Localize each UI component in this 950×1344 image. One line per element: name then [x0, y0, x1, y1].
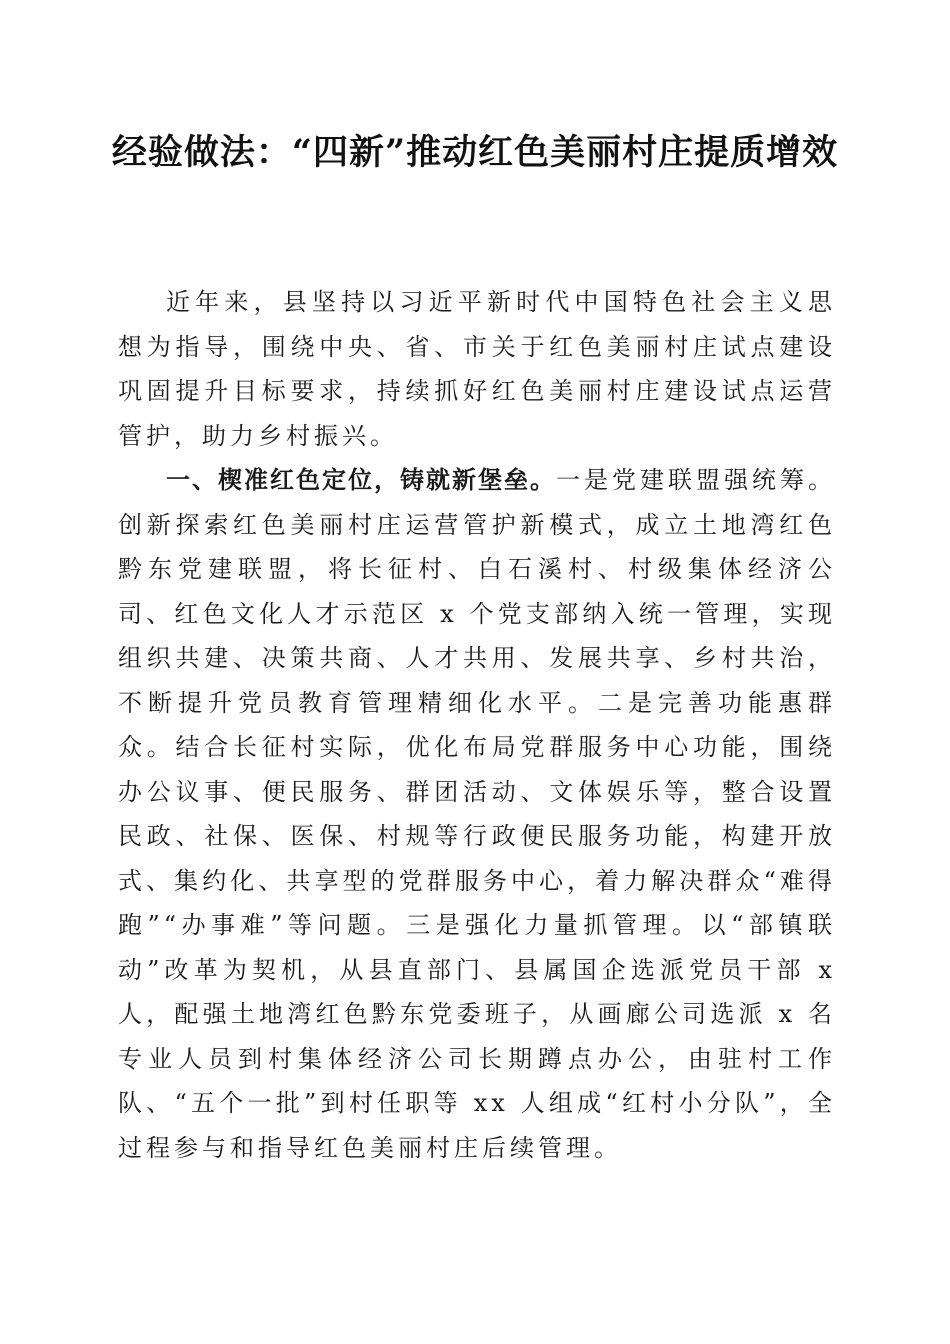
section-one-heading: 一、楔准红色定位，铸就新堡垒。 [166, 466, 556, 494]
section-one-paragraph [118, 458, 836, 1170]
section-one-text: 一是党建联盟强统筹。创新探索红色美丽村庄运营管护新模式，成立土地湾红色黔东党建联盟，将长征村、白石溪村、村级集体经济公司、红色文化人才示范区 x 个党支部纳入统一管理，实现组织共建、决策共商、人才共用、发展共享、乡村共治，不断提升党员教育管理精细化水平。二是完善功能惠群众。结合长征村实际，优化布局党群服务中心功能，围绕办公议事、便民服务、群团活动、文体娱乐等，整合设置民政、社保、医保、村规等行政便民服务功能，构建开放式、集约化、共享型的党群服务中心，着力解决群众“难得跑”“办事难”等问题。三是强化力量抓管理。以“部镇联动”改革为契机，从县直部门、县属国企选派党员干部 x 人，配强土地湾红色黔东党委班子，从画廊公司选派 x 名专业人员到村集体经济公司长期蹲点办公，由驻村工作队、“五个一批”到村任职等 xx 人组成“红村小分队”，全过程参与和指导红色美丽村庄后续管理。 [118, 466, 836, 1162]
document-title: 经验做法：“四新”推动红色美丽村庄提质增效 [111, 132, 839, 173]
document-body [118, 280, 836, 1170]
intro-paragraph-text: 近年来，县坚持以习近平新时代中国特色社会主义思想为指导，围绕中央、省、市关于红色美丽村庄试点建设巩固提升目标要求，持续抓好红色美丽村庄建设试点运营管护，助力乡村振兴。 [118, 288, 836, 450]
intro-paragraph [118, 280, 836, 458]
